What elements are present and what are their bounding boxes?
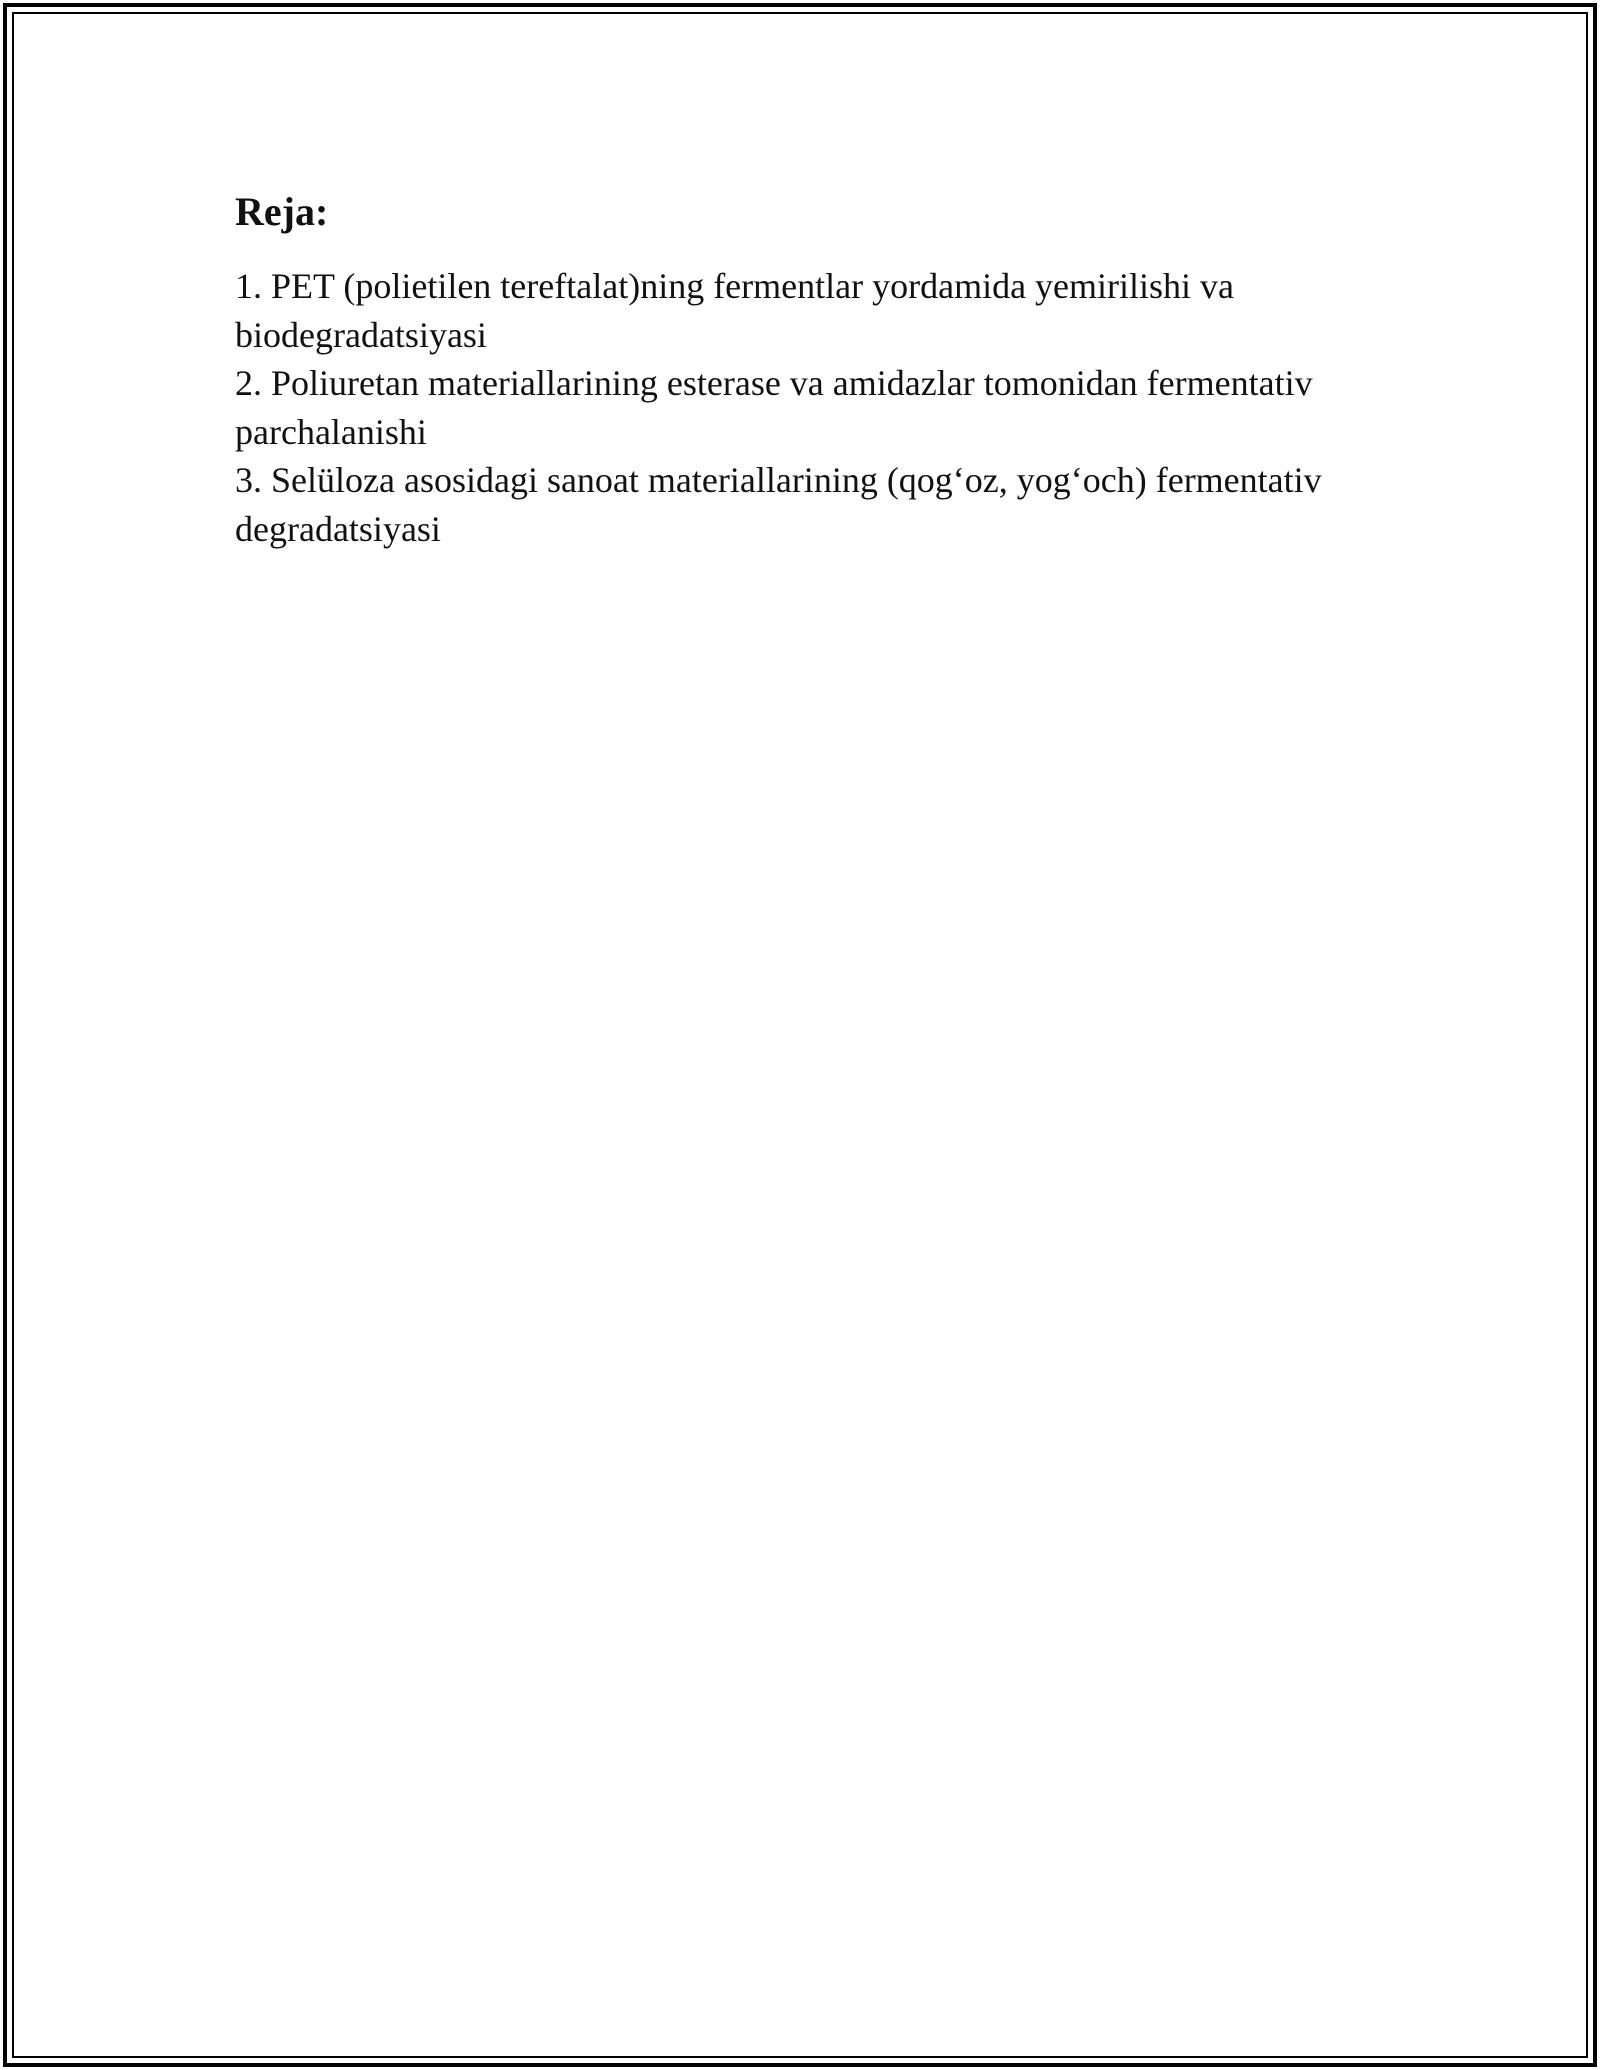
plan-list — [235, 262, 1375, 553]
document-content — [235, 186, 1375, 553]
plan-heading: Reja: — [235, 189, 329, 234]
plan-item-2: 2. Poliuretan materiallarining esterase va amidazlar tomonidan fermentativ parchalanishi — [235, 363, 1313, 452]
plan-item-1: 1. PET (polietilen tereftalat)ning fermentlar yordamida yemirilishi va biodegradatsiyasi — [235, 266, 1235, 355]
plan-item-3: 3. Selüloza asosidagi sanoat materiallarining (qog‘oz, yog‘och) fermentativ degradatsiyasi — [235, 460, 1322, 549]
